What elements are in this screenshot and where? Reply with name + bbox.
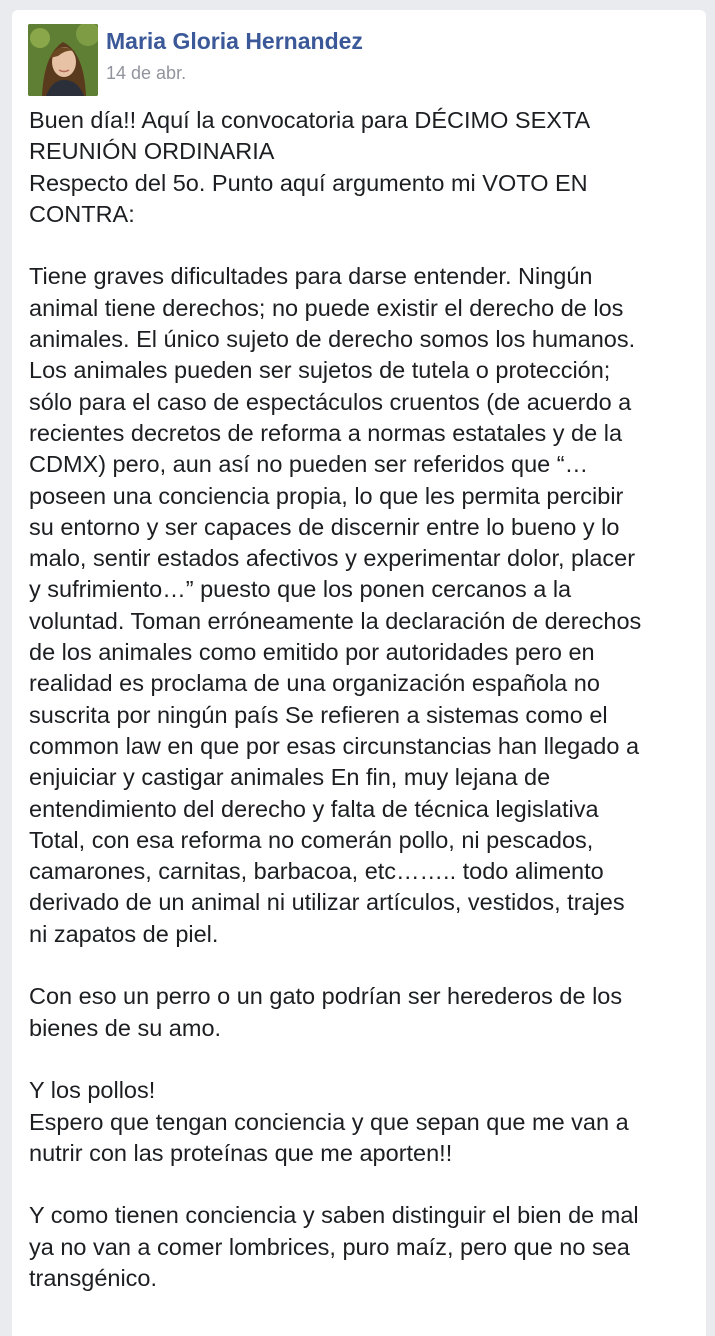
post-text-line: common law en que por esas circunstancias han llegado a — [29, 732, 640, 759]
post-paragraph — [29, 1075, 701, 1169]
post-text — [29, 105, 701, 1294]
author-name[interactable]: Maria Gloria Hernandez — [106, 28, 363, 54]
post-text-line: nutrir con las proteínas que me aporten!! — [29, 1139, 453, 1166]
post-text-line: REUNIÓN ORDINARIA — [29, 138, 275, 165]
post-text-line: realidad es proclama de una organización española no — [29, 670, 600, 697]
post-text-line: transgénico. — [29, 1264, 158, 1291]
post-paragraph — [29, 1200, 701, 1294]
post-text-line: enjuiciar y castigar animales En fin, muy lejana de — [29, 764, 551, 791]
post-text-line: y sufrimiento…” puesto que los ponen cercanos a la — [29, 576, 572, 603]
post-text-line: Buen día!! Aquí la convocatoria para DÉCIMO SEXTA — [29, 107, 591, 133]
post-text-line: CDMX) pero, aun así no pueden ser referidos que “… — [29, 451, 589, 478]
post-text-line: ni zapatos de piel. — [29, 920, 219, 947]
post-text-line: Y los pollos! — [29, 1077, 156, 1104]
post-text-line: Espero que tengan conciencia y que sepan que me van a — [29, 1108, 629, 1135]
post-paragraph — [29, 261, 701, 950]
post-text-line: malo, sentir estados afectivos y experimentar dolor, placer — [29, 545, 636, 572]
post-text-line: poseen una conciencia propia, lo que les permita percibir — [29, 482, 624, 509]
profile-photo-icon — [28, 24, 98, 96]
post-text-line: bienes de su amo. — [29, 1014, 222, 1041]
post-paragraph — [29, 105, 701, 230]
post-text-line: de los animales como emitido por autoridades pero en — [29, 639, 595, 666]
post-text-line: voluntad. Toman erróneamente la declaración de derechos — [29, 607, 642, 634]
post-text-line: recientes decretos de reforma a normas estatales y de la — [29, 419, 623, 446]
post-text-line: sólo para el caso de espectáculos cruentos (de acuerdo a — [29, 388, 632, 415]
post-text-line: derivado de un animal ni utilizar artículos, vestidos, trajes — [29, 889, 625, 916]
post-text-line: animales. El único sujeto de derecho somos los humanos. — [29, 326, 636, 353]
post-text-line: suscrita por ningún país Se refieren a sistemas como el — [29, 701, 608, 728]
post-timestamp[interactable]: 14 de abr. — [106, 63, 187, 83]
post-text-line: CONTRA: — [29, 200, 135, 227]
post-text-line: su entorno y ser capaces de discernir entre lo bueno y lo — [29, 513, 620, 540]
post-text-line: camarones, carnitas, barbacoa, etc…….. todo alimento — [29, 858, 604, 885]
post-text-line: Respecto del 5o. Punto aquí argumento mi VOTO EN — [29, 169, 588, 196]
post-text-line: Con eso un perro o un gato podrían ser herederos de los — [29, 983, 623, 1010]
post-text-line: Y como tienen conciencia y saben distinguir el bien de mal — [29, 1202, 639, 1229]
post-card — [12, 10, 706, 1336]
post-text-line: Tiene graves dificultades para darse entender. Ningún — [29, 263, 593, 290]
post-text-line: animal tiene derechos; no puede existir el derecho de los — [29, 294, 624, 321]
post-text-line: ya no van a comer lombrices, puro maíz, pero que no sea — [29, 1233, 630, 1260]
post-text-line: Total, con esa reforma no comerán pollo, ni pescados, — [29, 826, 594, 853]
post-text-line: entendimiento del derecho y falta de técnica legislativa — [29, 795, 599, 822]
post-paragraph — [29, 981, 701, 1044]
post-text-line: Los animales pueden ser sujetos de tutela o protección; — [29, 357, 611, 384]
author-avatar[interactable] — [28, 24, 98, 96]
